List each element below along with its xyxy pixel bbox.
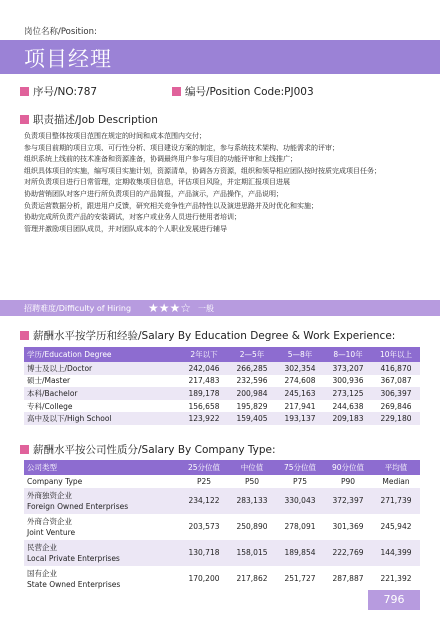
bullet-square-icon <box>20 445 29 454</box>
page-number-badge <box>368 590 420 610</box>
table-cell: 123,922 <box>180 412 228 425</box>
desc-line: 对所负责项目进行日常管理，定期收集项目信息，评估项目风险，并定期汇报项目进展 <box>24 178 290 187</box>
row-label: 博士及以上/Doctor <box>24 362 180 375</box>
position-code <box>172 84 314 99</box>
table-cell: 193,137 <box>276 412 324 425</box>
table-header-row <box>24 460 420 475</box>
table-cell: 416,870 <box>372 362 420 375</box>
table-cell: 301,369 <box>324 514 372 540</box>
table-cell: 189,178 <box>180 387 228 400</box>
table-cell: 269,846 <box>372 400 420 413</box>
column-header: 2—5年 <box>228 347 276 362</box>
serial-number <box>20 84 97 99</box>
table-row <box>24 412 420 425</box>
table-header-row <box>24 347 420 362</box>
table-cell: 229,180 <box>372 412 420 425</box>
table-cell: 300,936 <box>324 375 372 388</box>
row-label <box>24 488 180 514</box>
column-header: 学历/Education Degree <box>24 347 180 362</box>
job-description-heading <box>20 112 158 127</box>
column-header: 5—8年 <box>276 347 324 362</box>
row-label-en: Foreign Owned Enterprises <box>27 501 129 511</box>
table-cell: 170,200 <box>180 566 228 592</box>
table-cell: P25 <box>180 475 228 488</box>
table-cell: 144,399 <box>372 540 420 566</box>
table-cell: 209,183 <box>324 412 372 425</box>
table-cell: P90 <box>324 475 372 488</box>
column-header: 10年以上 <box>372 347 420 362</box>
table-cell: 158,015 <box>228 540 276 566</box>
serial-text: 序号/NO:787 <box>33 86 98 98</box>
table-row <box>24 375 420 388</box>
table-cell: P75 <box>276 475 324 488</box>
row-label: Company Type <box>24 475 180 488</box>
table-cell: 372,397 <box>324 488 372 514</box>
table-row <box>24 488 420 514</box>
table-cell: 221,392 <box>372 566 420 592</box>
desc-line: 参与项目前期的项目立项、可行性分析、项目建设方案的制定，参与系统技术架构、功能需求的评审； <box>24 143 339 152</box>
table-cell: 283,133 <box>228 488 276 514</box>
table-cell: 250,890 <box>228 514 276 540</box>
table-cell: Median <box>372 475 420 488</box>
table-cell: 217,483 <box>180 375 228 388</box>
star-rating-icon: ★★★☆ <box>148 301 192 315</box>
row-label-cn: 民营企业 <box>27 542 57 552</box>
row-label: 本科/Bachelor <box>24 387 180 400</box>
row-label: 专科/College <box>24 400 180 413</box>
row-label: 高中及以下/High School <box>24 412 180 425</box>
table-cell: 306,397 <box>372 387 420 400</box>
table-row <box>24 400 420 413</box>
desc-line: 负责项目整体按项目范围在规定的时间和成本范围内交付； <box>24 132 206 140</box>
row-label-cn: 外商合资企业 <box>27 516 72 526</box>
education-salary-heading <box>20 328 395 343</box>
row-label <box>24 566 180 592</box>
table-cell: 200,984 <box>228 387 276 400</box>
page-title: 项目经理 <box>24 47 112 71</box>
education-salary-table <box>24 347 420 425</box>
table-subheader-row <box>24 475 420 488</box>
column-header: 75分位值 <box>276 460 324 475</box>
row-label-en: State Owned Enterprises <box>27 579 121 589</box>
meta-row <box>20 84 420 98</box>
desc-line: 管理并激励项目团队成员，并对团队成本的个人职业发展进行辅导 <box>24 224 227 233</box>
table-cell: 203,573 <box>180 514 228 540</box>
table-cell: P50 <box>228 475 276 488</box>
company-salary-heading-text: 薪酬水平按公司性质分/Salary By Company Type: <box>33 444 276 456</box>
table-cell: 189,854 <box>276 540 324 566</box>
column-header: 公司类型 <box>24 460 180 475</box>
table-cell: 156,658 <box>180 400 228 413</box>
table-cell: 373,207 <box>324 362 372 375</box>
table-cell: 330,043 <box>276 488 324 514</box>
table-cell: 287,887 <box>324 566 372 592</box>
code-text: 编号/Position Code:PJ003 <box>185 86 314 98</box>
table-cell: 278,091 <box>276 514 324 540</box>
row-label-en: Local Private Enterprises <box>27 553 120 563</box>
table-cell: 273,125 <box>324 387 372 400</box>
column-header: 90分位值 <box>324 460 372 475</box>
column-header: 平均值 <box>372 460 420 475</box>
bullet-square-icon <box>20 115 29 124</box>
bullet-square-icon <box>20 331 29 340</box>
hiring-difficulty-label: 招聘难度/Difficulty of Hiring <box>24 304 132 313</box>
column-header: 2年以下 <box>180 347 228 362</box>
table-cell: 232,596 <box>228 375 276 388</box>
table-cell: 244,638 <box>324 400 372 413</box>
table-cell: 242,046 <box>180 362 228 375</box>
column-header: 8—10年 <box>324 347 372 362</box>
page-number: 796 <box>383 593 405 606</box>
table-cell: 222,769 <box>324 540 372 566</box>
desc-line: 组织具体项目的实施，编写项目实施计划，资源清单，协调各方资源，组织和领导相应团队按时按质完成项目任务； <box>24 166 381 175</box>
desc-line: 组织系统上线前的技术准备和资源准备，协调最终用户参与项目的功能评审和上线推广； <box>24 155 297 164</box>
table-cell: 266,285 <box>228 362 276 375</box>
table-cell: 130,718 <box>180 540 228 566</box>
table-cell: 234,122 <box>180 488 228 514</box>
bullet-square-icon <box>20 87 29 96</box>
table-row <box>24 514 420 540</box>
table-cell: 217,941 <box>276 400 324 413</box>
desc-line: 负责运营数据分析，跟进用户反馈，研究相关竞争性产品特性以及演进思路并及时优化和实施； <box>24 201 318 210</box>
table-cell: 245,163 <box>276 387 324 400</box>
education-salary-heading-text: 薪酬水平按学历和经验/Salary By Education Degree & Work Experience: <box>33 330 396 342</box>
table-row <box>24 362 420 375</box>
table-row <box>24 387 420 400</box>
desc-line: 协助营销团队对客户进行所负责项目的产品简报，产品演示，产品操作，产品说明； <box>24 189 283 198</box>
position-label: 岗位名称/Position: <box>24 27 97 37</box>
row-label-cn: 国有企业 <box>27 568 57 578</box>
hiring-difficulty-bar <box>0 300 440 316</box>
bullet-square-icon <box>172 87 181 96</box>
column-header: 中位值 <box>228 460 276 475</box>
company-salary-table <box>24 460 420 592</box>
column-header: 25分位值 <box>180 460 228 475</box>
title-band <box>0 40 440 74</box>
row-label-en: Joint Venture <box>27 527 76 537</box>
hiring-difficulty-level: 一般 <box>198 304 214 313</box>
table-cell: 271,739 <box>372 488 420 514</box>
table-cell: 274,608 <box>276 375 324 388</box>
table-cell: 245,942 <box>372 514 420 540</box>
row-label: 硕士/Master <box>24 375 180 388</box>
row-label <box>24 540 180 566</box>
table-cell: 159,405 <box>228 412 276 425</box>
row-label <box>24 514 180 540</box>
company-salary-heading <box>20 442 276 457</box>
table-cell: 302,354 <box>276 362 324 375</box>
table-cell: 251,727 <box>276 566 324 592</box>
table-row <box>24 566 420 592</box>
table-row <box>24 540 420 566</box>
table-cell: 195,829 <box>228 400 276 413</box>
row-label-cn: 外商独资企业 <box>27 490 72 500</box>
job-description-heading-text: 职责描述/Job Description <box>33 114 158 126</box>
job-description-body <box>24 131 420 235</box>
desc-line: 协助完成所负责产品的安装调试，对客户或业务人员进行使用者培训； <box>24 213 241 222</box>
table-cell: 367,087 <box>372 375 420 388</box>
table-cell: 217,862 <box>228 566 276 592</box>
